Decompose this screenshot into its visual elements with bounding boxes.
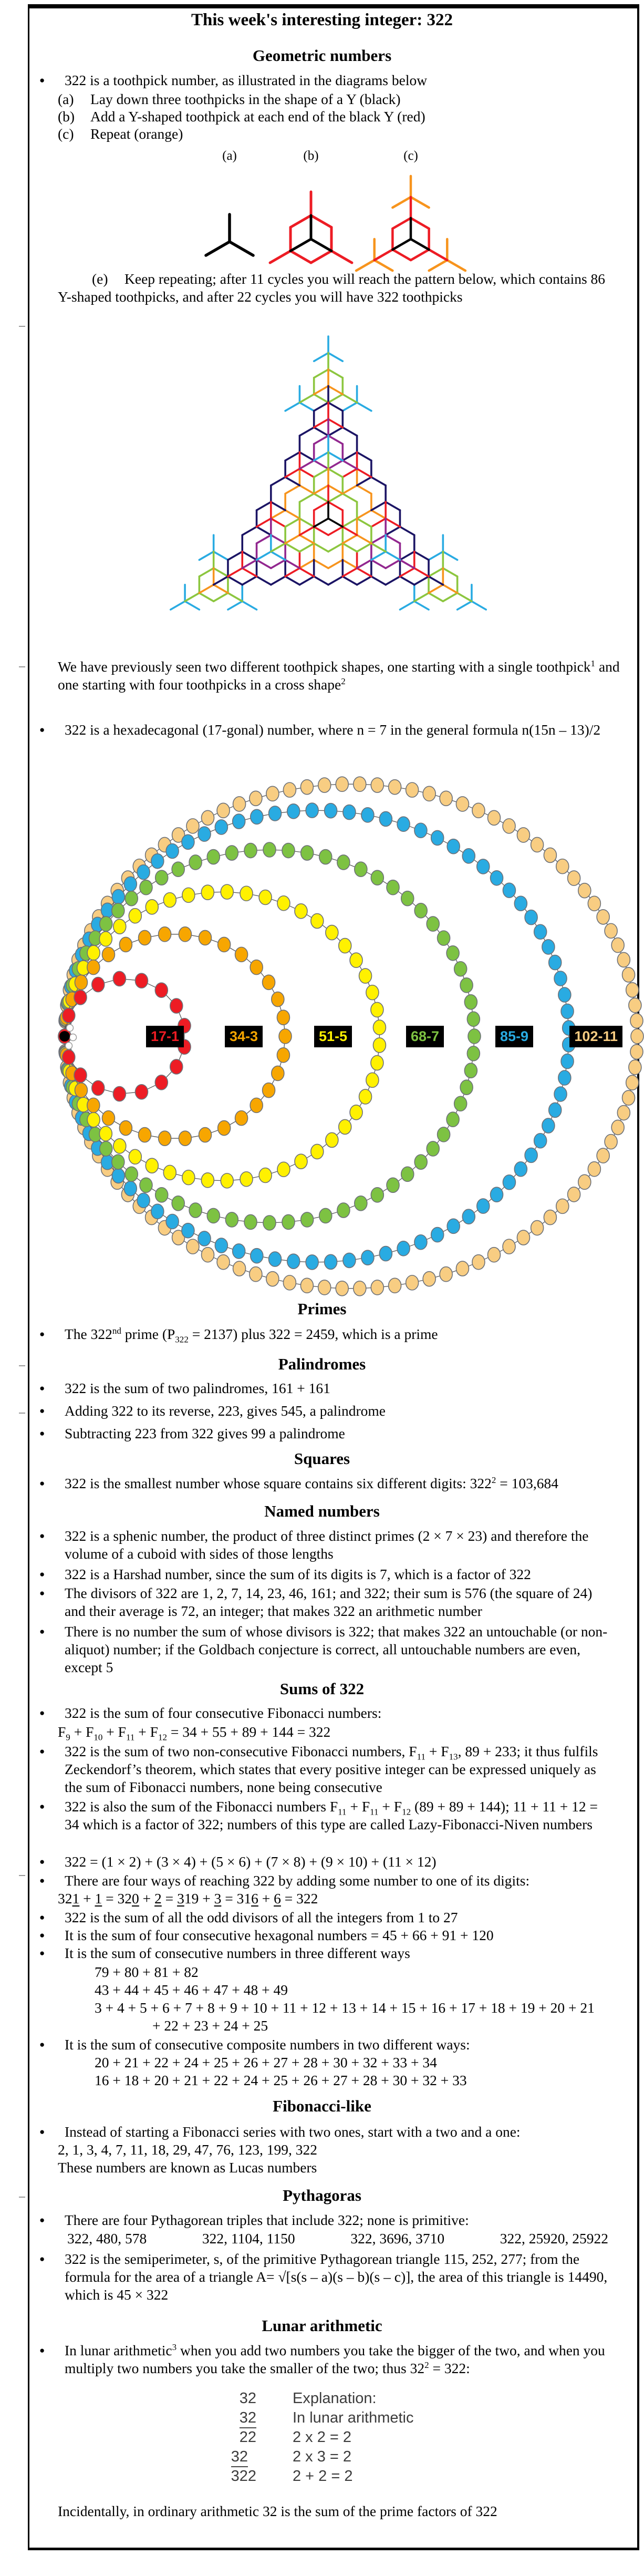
bullet-square: ● 322 is the smallest number whose square contains six different digits: $322^2 = 103,684$ <box>39 1475 559 1491</box>
composite-way-2: 16 + 18 + 20 + 21 + 22 + 24 + 25 + 26 + 27 + 28 + 30 + 32 + 33 <box>95 2072 467 2088</box>
lucas-series: 2, 1, 3, 4, 7, 11, 18, 29, 47, 76, 123, 199, 322 <box>58 2141 317 2158</box>
step-a: (a) Lay down three toothpicks in the shape of a Y (black) <box>58 91 401 107</box>
bullet-lucas: ● Instead of starting a Fibonacci series with two ones, start with a two and a one: <box>39 2124 521 2140</box>
ring-label-102-11: 102-11 <box>569 1026 622 1047</box>
heading-primes: Primes <box>297 1300 347 1318</box>
lunar-row-3: 22 2 x 2 = 2 <box>239 2429 352 2446</box>
bullet-dot: ● <box>39 75 45 85</box>
heading-lunar-arithmetic: Lunar arithmetic <box>262 2316 382 2335</box>
bullet-harshad: ● 322 is a Harshad number, since the sum of its digits is 7, which is a factor of 322 <box>39 1566 531 1582</box>
bullet-composite-two-ways: ● It is the sum of consecutive composite numbers in two different ways: <box>39 2036 470 2053</box>
lunar-row-2: 32 In lunar arithmetic <box>0 2409 644 2429</box>
bullet-untouchable: ● There is no number the sum of whose divisors is 322; that makes 322 an untouchable (or non-aliquot) number; if the Goldbach conjecture is correct, all untouchable numbers are even, except 5 <box>39 1623 608 1675</box>
margin-tick <box>19 666 25 667</box>
heading-squares: Squares <box>294 1449 350 1468</box>
bullet-product-sum: ● 322 = (1 × 2) + (3 × 4) + (5 × 6) + (7 × 8) + (9 × 10) + (11 × 12) <box>39 1853 437 1870</box>
bullet-odd-divisors: ● 322 is the sum of all the odd divisors of all the integers from 1 to 27 <box>39 1909 458 1925</box>
bullet-zeckendorf: ● 322 is the sum of two non-consecutive Fibonacci numbers, $F_{11} + F_{13}$, 89 + 233; it thus fulfils Zeckendorf’s theorem, which states that every positive integer can be expressed uniquely as the sum of Fibonacci numbers, none being consecutive <box>39 1743 598 1795</box>
way-3-continued: + 22 + 23 + 24 + 25 <box>152 2017 268 2034</box>
bullet-hexadecagonal: ● 322 is a hexadecagonal (17-gonal) number, where n = 7 in the general formula n(15n – 13)/2 <box>33 721 614 739</box>
bullet-semiperimeter: ● 322 is the semiperimeter, s, of the primitive Pythagorean triangle 115, 252, 277; from the formula for the area of a triangle A= √[s(s – a)(s – b)(s – c)], the area of this triangle is 14490, which is 45 × 322 <box>39 2251 608 2303</box>
heading-palindromes: Palindromes <box>278 1355 366 1373</box>
ring-label-68-7: 68-7 <box>406 1026 444 1047</box>
toothpick-fractal-diagram <box>79 331 578 615</box>
step-b: (b) Add a Y-shaped toothpick at each end of the black Y (red) <box>58 108 425 125</box>
bullet-prime: ● The 322nd prime $(P_{322} = 2137)$ plus 322 = 2459, which is a prime <box>39 1325 438 1345</box>
ring-label-51-5: 51-5 <box>314 1026 352 1047</box>
way-3: 3 + 4 + 5 + 6 + 7 + 8 + 9 + 10 + 11 + 12 + 13 + 14 + 15 + 16 + 17 + 18 + 19 + 20 + 21 <box>95 2000 595 2016</box>
triple-1: 322, 480, 578 <box>67 2230 147 2247</box>
fib-consecutive-equation: $F_9 + F_{10} + F_{11} + F_{12} = 34 + 55 + 89 + 144 = 322$ <box>58 1724 331 1743</box>
bullet-lunar: ● In lunar arithmetic$^3$ when you add two numbers you take the bigger of the two, and when you multiply two numbers you take the smaller of the two; thus $32^2 = 322$: <box>39 2342 605 2376</box>
diagram-label-a: (a) <box>222 149 237 163</box>
step-e: (e) Keep repeating; after 11 cycles you will reach the pattern below, which contains 86 Y-shaped toothpicks, and after 22 cycles you will have 322 toothpicks <box>58 271 606 305</box>
bullet-palindrome-2: ● Adding 322 to its reverse, 223, gives 545, a palindrome <box>39 1403 386 1419</box>
bullet-lazy-fibonacci-niven: ● 322 is also the sum of the Fibonacci numbers $F_{11} + F_{11} + F_{12}$ (89 + 89 + 144); 11 + 11 + 12 = 34 which is a factor of 322; numbers of this type are called Lazy-Fibonacci-Niven numbers <box>39 1798 598 1832</box>
margin-tick <box>19 1875 25 1876</box>
bullet-pythagorean-triples: ● There are four Pythagorean triples that include 322; none is primitive: <box>39 2212 469 2228</box>
lunar-row-1: 32 Explanation: <box>239 2390 377 2407</box>
bullet-sphenic: ● 322 is a sphenic number, the product of three distinct primes (2 × 7 × 23) and therefore the volume of a cuboid with sides of those lengths <box>39 1528 589 1562</box>
pythagorean-triples-row <box>67 2230 608 2247</box>
way-1: 79 + 80 + 81 + 82 <box>95 1964 199 1980</box>
ring-label-85-9: 85-9 <box>495 1026 533 1047</box>
ring-label-34-3: 34-3 <box>225 1026 263 1047</box>
triple-4: 322, 25920, 25922 <box>500 2230 608 2247</box>
triple-2: 322, 1104, 1150 <box>202 2230 295 2247</box>
footer-note: Incidentally, in ordinary arithmetic 32 is the sum of the prime factors of 322 <box>58 2503 497 2519</box>
lucas-note: These numbers are known as Lucas numbers <box>58 2159 317 2176</box>
heading-fibonacci-like: Fibonacci-like <box>273 2097 371 2115</box>
margin-tick <box>19 1413 25 1414</box>
bullet-divisors: ● The divisors of 322 are 1, 2, 7, 14, 23, 46, 161; and 322; their sum is 576 (the square of 24) and their average is 72, an integer; that makes 322 an arithmetic number <box>39 1585 593 1619</box>
heading-pythagoras: Pythagoras <box>283 2186 361 2204</box>
triple-3: 322, 3696, 3710 <box>350 2230 445 2247</box>
bullet-consecutive-three-ways: ● It is the sum of consecutive numbers in three different ways <box>39 1945 410 1961</box>
step-c: (c) Repeat (orange) <box>58 126 183 142</box>
lunar-row-5: 322 2 + 2 = 2 <box>231 2468 353 2485</box>
lunar-row-4: 32 2 x 3 = 2 <box>0 2448 644 2468</box>
bullet-digit-ways: ● There are four ways of reaching 322 by adding some number to one of its digits: <box>39 1872 530 1889</box>
bullet-palindrome-1: ● 322 is the sum of two palindromes, 161 + 161 <box>39 1380 330 1396</box>
heading-geometric-numbers: Geometric numbers <box>252 46 392 65</box>
ring-label-17-1: 17-1 <box>146 1026 184 1047</box>
page-title: This week's interesting integer: 322 <box>191 11 453 29</box>
bullet-hexagonal-numbers: ● It is the sum of four consecutive hexagonal numbers = 45 + 66 + 91 + 120 <box>39 1927 494 1943</box>
composite-way-1: 20 + 21 + 22 + 24 + 25 + 26 + 27 + 28 + 30 + 32 + 33 + 34 <box>95 2054 437 2070</box>
way-2: 43 + 44 + 45 + 46 + 47 + 48 + 49 <box>95 1982 288 1998</box>
diagram-label-b: (b) <box>303 149 319 163</box>
toothpick-note: We have previously seen two different toothpick shapes, one starting with a single toothpick$^1$ and one starting with four toothpicks in a cross shape$^2$ <box>58 658 620 693</box>
heading-sums-of-322: Sums of 322 <box>279 1679 365 1698</box>
bullet-palindrome-3: ● Subtracting 223 from 322 gives 99 a palindrome <box>39 1425 345 1441</box>
diagram-label-c: (c) <box>403 149 418 163</box>
heading-named-numbers: Named numbers <box>264 1502 380 1520</box>
bullet-dot: ● <box>39 725 45 735</box>
margin-tick <box>19 326 25 327</box>
digit-ways-equation: 321 + 1 = 320 + 2 = 319 + 3 = 316 + 6 = 322 <box>58 1890 318 1907</box>
bullet-fib-consecutive: ● 322 is the sum of four consecutive Fibonacci numbers: <box>39 1705 382 1721</box>
bullet-toothpick-number: ● 322 is a toothpick number, as illustrated in the diagrams below <box>33 71 614 89</box>
